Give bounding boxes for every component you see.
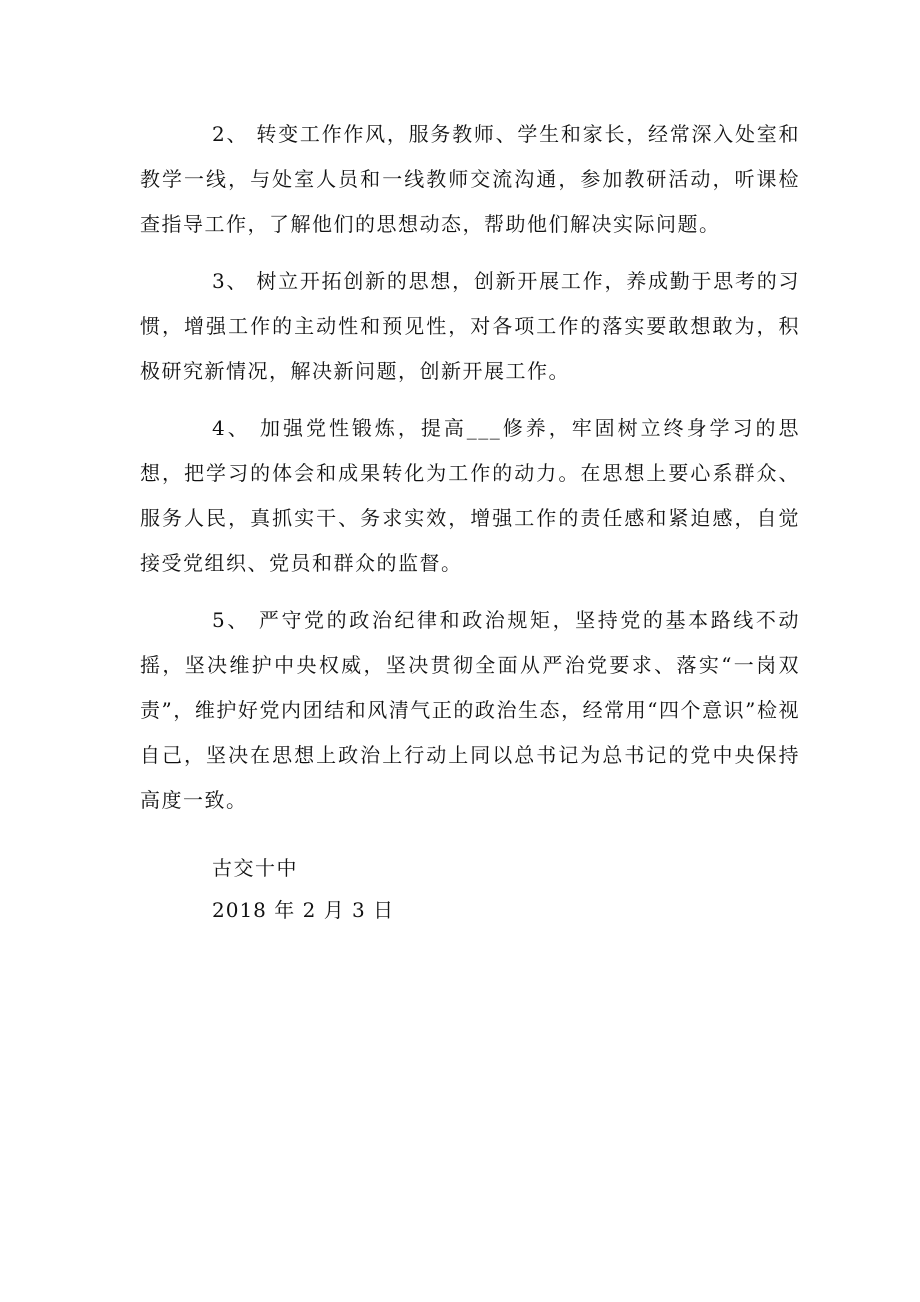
signature-school: 古交十中 [212,856,298,880]
document-body [140,112,800,931]
paragraph-item-4: 4、 加强党性锻炼，提高___修养，牢固树立终身学习的思想，把学习的体会和成果转化为工作的动力。在思想上要心系群众、服务人民，真抓实干、务求实效，增强工作的责任感和紧迫感，自觉接受党组织、党员和群众的监督。 [140,416,800,575]
signature-date: 2018 年 2 月 3 日 [212,898,395,922]
paragraph-item-2: 2、 转变工作作风，服务教师、学生和家长，经常深入处室和教学一线，与处室人员和一线教师交流沟通，参加教研活动，听课检查指导工作，了解他们的思想动态，帮助他们解决实际问题。 [140,122,800,236]
paragraph-item-5: 5、 严守党的政治纪律和政治规矩，坚持党的基本路线不动摇，坚决维护中央权威，坚决贯彻全面从严治党要求、落实“一岗双责”，维护好党内团结和风清气正的政治生态，经常用“四个意识”检视自己，坚决在思想上政治上行动上同以总书记为总书记的党中央保持高度一致。 [140,608,800,812]
paragraph-item-3: 3、 树立开拓创新的思想，创新开展工作，养成勤于思考的习惯，增强工作的主动性和预见性，对各项工作的落实要敢想敢为，积极研究新情况，解决新问题，创新开展工作。 [140,269,800,383]
